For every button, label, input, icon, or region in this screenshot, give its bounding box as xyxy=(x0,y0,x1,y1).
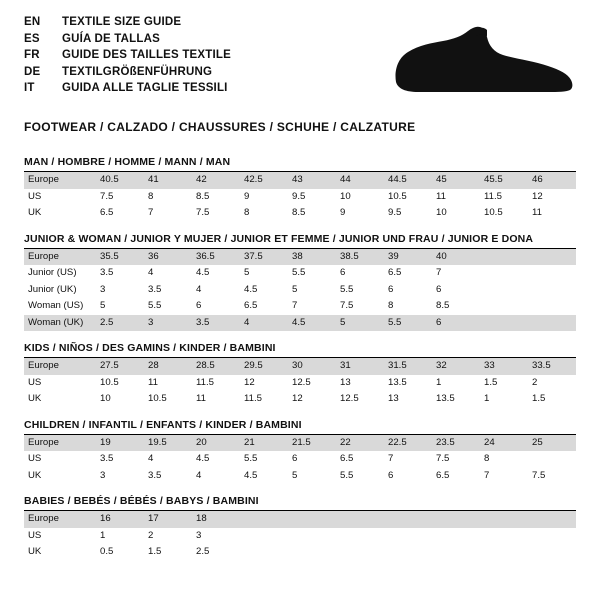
language-row xyxy=(24,66,231,83)
cell: 5.5 xyxy=(292,267,306,278)
cell: 5.5 xyxy=(244,453,258,464)
language-row xyxy=(24,33,231,50)
cell xyxy=(480,298,528,315)
cell: 29.5 xyxy=(244,360,263,371)
cell xyxy=(528,451,576,468)
cell: 20 xyxy=(196,436,207,448)
cell xyxy=(432,528,480,545)
cell: 40 xyxy=(436,250,447,262)
cell: 9.5 xyxy=(292,190,306,202)
cell xyxy=(288,544,336,561)
cell: 3 xyxy=(100,469,106,481)
cell: 4 xyxy=(196,469,202,481)
cell xyxy=(480,511,528,528)
cell: 36 xyxy=(148,250,159,262)
cell: 11 xyxy=(196,393,206,404)
row-label: Europe xyxy=(28,436,59,448)
table-row xyxy=(24,528,576,545)
cell: 7 xyxy=(388,453,394,464)
table-row xyxy=(24,358,576,375)
table-row xyxy=(24,451,576,468)
cell: 28.5 xyxy=(196,360,215,371)
cell: 33.5 xyxy=(532,360,551,371)
cell: 25 xyxy=(532,436,543,448)
cell: 35.5 xyxy=(100,250,119,262)
cell: 3 xyxy=(196,529,202,541)
cell xyxy=(528,315,576,332)
cell: 6 xyxy=(388,283,394,295)
cell: 8 xyxy=(244,207,250,218)
language-row xyxy=(24,49,231,66)
table-row xyxy=(24,298,576,315)
row-label: UK xyxy=(28,393,42,404)
cell xyxy=(288,511,336,528)
cell: 5 xyxy=(292,283,298,295)
cell: 38.5 xyxy=(340,250,359,262)
row-label: Europe xyxy=(28,513,59,524)
cell: 19 xyxy=(100,436,111,448)
cell: 9.5 xyxy=(388,207,402,218)
size-table xyxy=(24,511,576,561)
cell: 4.5 xyxy=(196,453,210,464)
size-table xyxy=(24,358,576,408)
cell: 17 xyxy=(148,513,159,524)
cell: 1.5 xyxy=(484,376,498,388)
cell: 12 xyxy=(292,393,303,404)
cell: 3.5 xyxy=(148,283,162,295)
cell: 5.5 xyxy=(340,283,354,295)
size-table xyxy=(24,435,576,485)
cell xyxy=(528,265,576,282)
cell: 10.5 xyxy=(100,376,119,388)
row-label: Woman (UK) xyxy=(28,316,84,328)
table-row xyxy=(24,249,576,266)
cell: 1 xyxy=(436,376,442,388)
cell xyxy=(480,249,528,266)
cell: 13.5 xyxy=(436,393,455,404)
cell: 13.5 xyxy=(388,376,407,388)
cell: 44.5 xyxy=(388,174,407,185)
cell: 22 xyxy=(340,436,351,448)
cell xyxy=(528,282,576,299)
cell: 2.5 xyxy=(196,546,210,557)
language-code: DE xyxy=(24,65,41,78)
row-label: US xyxy=(28,376,42,388)
row-label: US xyxy=(28,453,42,464)
language-title: TEXTILE SIZE GUIDE xyxy=(62,16,182,28)
cell: 8 xyxy=(484,453,490,464)
cell: 6 xyxy=(196,300,202,311)
cell: 39 xyxy=(388,250,399,262)
cell: 3.5 xyxy=(100,453,114,464)
table-row xyxy=(24,265,576,282)
cell xyxy=(336,544,384,561)
cell: 11 xyxy=(148,376,158,388)
cell xyxy=(240,511,288,528)
cell: 7.5 xyxy=(340,300,354,311)
cell xyxy=(528,528,576,545)
cell xyxy=(480,282,528,299)
cell: 31.5 xyxy=(388,360,407,371)
section-title: CHILDREN / INFANTIL / ENFANTS / KINDER / BAMBINI xyxy=(24,419,576,435)
cell xyxy=(432,511,480,528)
cell: 8.5 xyxy=(292,207,306,218)
cell: 3.5 xyxy=(196,316,210,328)
cell: 4.5 xyxy=(244,283,258,295)
cell: 13 xyxy=(388,393,399,404)
table-row xyxy=(24,375,576,392)
table-row xyxy=(24,205,576,222)
cell: 8.5 xyxy=(436,300,450,311)
cell: 11.5 xyxy=(196,376,214,388)
table-row xyxy=(24,468,576,485)
table-row xyxy=(24,391,576,408)
cell xyxy=(240,528,288,545)
language-title: TEXTILGRÖßENFÜHRUNG xyxy=(62,65,213,78)
row-label: US xyxy=(28,190,42,202)
cell: 6.5 xyxy=(436,469,450,481)
cell xyxy=(480,544,528,561)
cell: 44 xyxy=(340,174,351,185)
cell: 1 xyxy=(484,393,490,404)
cell: 3.5 xyxy=(100,267,114,278)
language-title: GUIDE DES TAILLES TEXTILE xyxy=(62,49,231,61)
cell xyxy=(480,528,528,545)
row-label: Junior (UK) xyxy=(28,283,77,295)
cell: 36.5 xyxy=(196,250,215,262)
language-code: ES xyxy=(24,32,40,45)
language-title: GUIDA ALLE TAGLIE TESSILI xyxy=(62,82,228,94)
cell: 23.5 xyxy=(436,436,455,448)
cell xyxy=(528,249,576,266)
cell xyxy=(384,511,432,528)
category-banner: FOOTWEAR / CALZADO / CHAUSSURES / SCHUHE / CALZATURE xyxy=(24,120,416,134)
section-man xyxy=(24,156,576,222)
section-children xyxy=(24,419,576,485)
cell: 10 xyxy=(340,190,351,202)
cell: 45 xyxy=(436,174,447,185)
language-title-list xyxy=(24,16,231,99)
language-code: EN xyxy=(24,16,41,28)
size-sections xyxy=(0,134,600,561)
section-kids xyxy=(24,342,576,408)
cell: 6.5 xyxy=(100,207,114,218)
cell: 5.5 xyxy=(340,469,354,481)
size-table xyxy=(24,172,576,222)
cell: 1.5 xyxy=(532,393,546,404)
cell: 9 xyxy=(244,190,250,202)
row-label: Junior (US) xyxy=(28,267,77,278)
section-title: JUNIOR & WOMAN / JUNIOR Y MUJER / JUNIOR ET FEMME / JUNIOR UND FRAU / JUNIOR E DONA xyxy=(24,233,576,249)
cell: 8 xyxy=(148,190,154,202)
table-row xyxy=(24,282,576,299)
cell: 43 xyxy=(292,174,303,185)
cell: 16 xyxy=(100,513,111,524)
row-label: UK xyxy=(28,546,42,557)
cell: 21.5 xyxy=(292,436,311,448)
cell: 4.5 xyxy=(196,267,210,278)
cell: 46 xyxy=(532,174,543,185)
cell: 27.5 xyxy=(100,360,119,371)
table-row xyxy=(24,172,576,189)
section-junior-woman xyxy=(24,233,576,332)
cell: 4 xyxy=(244,316,250,328)
language-code: IT xyxy=(24,82,35,94)
cell: 6.5 xyxy=(244,300,258,311)
cell: 24 xyxy=(484,436,495,448)
header xyxy=(0,0,600,112)
table-row xyxy=(24,511,576,528)
row-label: UK xyxy=(28,469,42,481)
section-title: KIDS / NIÑOS / DES GAMINS / KINDER / BAMBINI xyxy=(24,342,576,358)
cell: 7.5 xyxy=(196,207,210,218)
cell: 5 xyxy=(340,316,346,328)
cell: 6 xyxy=(388,469,394,481)
cell: 12.5 xyxy=(292,376,311,388)
dress-shoe-icon xyxy=(388,22,578,98)
cell: 5 xyxy=(244,267,250,278)
cell: 11 xyxy=(436,190,446,202)
cell: 4 xyxy=(196,283,202,295)
cell: 31 xyxy=(340,360,351,371)
cell xyxy=(480,265,528,282)
language-row xyxy=(24,16,231,33)
row-label: Europe xyxy=(28,174,59,185)
table-row xyxy=(24,435,576,452)
cell: 2.5 xyxy=(100,316,114,328)
cell: 10.5 xyxy=(388,190,407,202)
cell: 11 xyxy=(532,207,542,218)
cell xyxy=(480,315,528,332)
cell: 6 xyxy=(292,453,298,464)
cell: 0.5 xyxy=(100,546,114,557)
cell: 45.5 xyxy=(484,174,503,185)
cell: 8.5 xyxy=(196,190,210,202)
cell: 5 xyxy=(100,300,106,311)
cell: 4.5 xyxy=(292,316,306,328)
cell: 6.5 xyxy=(340,453,354,464)
cell: 32 xyxy=(436,360,447,371)
cell: 7.5 xyxy=(532,469,546,481)
cell: 6 xyxy=(340,267,346,278)
cell: 7 xyxy=(292,300,298,311)
cell xyxy=(432,544,480,561)
cell: 5.5 xyxy=(148,300,162,311)
cell: 1 xyxy=(100,529,106,541)
cell: 22.5 xyxy=(388,436,407,448)
cell: 4 xyxy=(148,453,154,464)
row-label: Europe xyxy=(28,250,59,262)
cell: 33 xyxy=(484,360,495,371)
cell: 6.5 xyxy=(388,267,402,278)
cell: 12 xyxy=(244,376,255,388)
section-title: MAN / HOMBRE / HOMME / MANN / MAN xyxy=(24,156,576,172)
cell xyxy=(384,528,432,545)
cell xyxy=(528,511,576,528)
cell: 7 xyxy=(436,267,442,278)
size-table xyxy=(24,249,576,332)
cell: 8 xyxy=(388,300,394,311)
cell: 40.5 xyxy=(100,174,119,185)
cell: 6 xyxy=(436,283,442,295)
cell: 19.5 xyxy=(148,436,167,448)
table-row xyxy=(24,544,576,561)
cell: 13 xyxy=(340,376,351,388)
cell: 42.5 xyxy=(244,174,263,185)
cell: 11.5 xyxy=(484,190,502,202)
row-label: US xyxy=(28,529,42,541)
cell: 10.5 xyxy=(148,393,167,404)
cell: 3.5 xyxy=(148,469,162,481)
table-row xyxy=(24,315,576,332)
cell: 37.5 xyxy=(244,250,263,262)
cell xyxy=(288,528,336,545)
cell: 12.5 xyxy=(340,393,359,404)
cell: 42 xyxy=(196,174,207,185)
cell: 4 xyxy=(148,267,154,278)
cell: 7.5 xyxy=(436,453,450,464)
language-title: GUÍA DE TALLAS xyxy=(62,32,160,45)
cell: 10.5 xyxy=(484,207,503,218)
section-babies xyxy=(24,495,576,561)
cell: 1.5 xyxy=(148,546,162,557)
cell: 6 xyxy=(436,316,442,328)
cell xyxy=(240,544,288,561)
row-label: Woman (US) xyxy=(28,300,84,311)
cell: 30 xyxy=(292,360,303,371)
cell: 4.5 xyxy=(244,469,258,481)
cell: 10 xyxy=(100,393,111,404)
cell xyxy=(336,511,384,528)
cell: 2 xyxy=(148,529,154,541)
cell: 41 xyxy=(148,174,159,185)
cell: 7.5 xyxy=(100,190,114,202)
cell: 9 xyxy=(340,207,346,218)
row-label: Europe xyxy=(28,360,59,371)
cell: 28 xyxy=(148,360,159,371)
cell: 38 xyxy=(292,250,303,262)
cell xyxy=(528,298,576,315)
cell: 3 xyxy=(100,283,106,295)
language-row xyxy=(24,82,231,99)
cell: 5.5 xyxy=(388,316,402,328)
cell: 2 xyxy=(532,376,538,388)
cell: 3 xyxy=(148,316,154,328)
table-row xyxy=(24,189,576,206)
cell xyxy=(384,544,432,561)
language-title-list-body xyxy=(24,16,231,99)
cell: 18 xyxy=(196,513,207,524)
cell: 11.5 xyxy=(244,393,262,404)
language-code: FR xyxy=(24,49,40,61)
cell: 5 xyxy=(292,469,298,481)
row-label: UK xyxy=(28,207,42,218)
cell: 12 xyxy=(532,190,543,202)
cell: 7 xyxy=(148,207,154,218)
cell xyxy=(528,544,576,561)
cell: 7 xyxy=(484,469,490,481)
cell: 10 xyxy=(436,207,447,218)
section-title: BABIES / BEBÉS / BÉBÉS / BABYS / BAMBINI xyxy=(24,495,576,511)
cell xyxy=(336,528,384,545)
cell: 21 xyxy=(244,436,255,448)
